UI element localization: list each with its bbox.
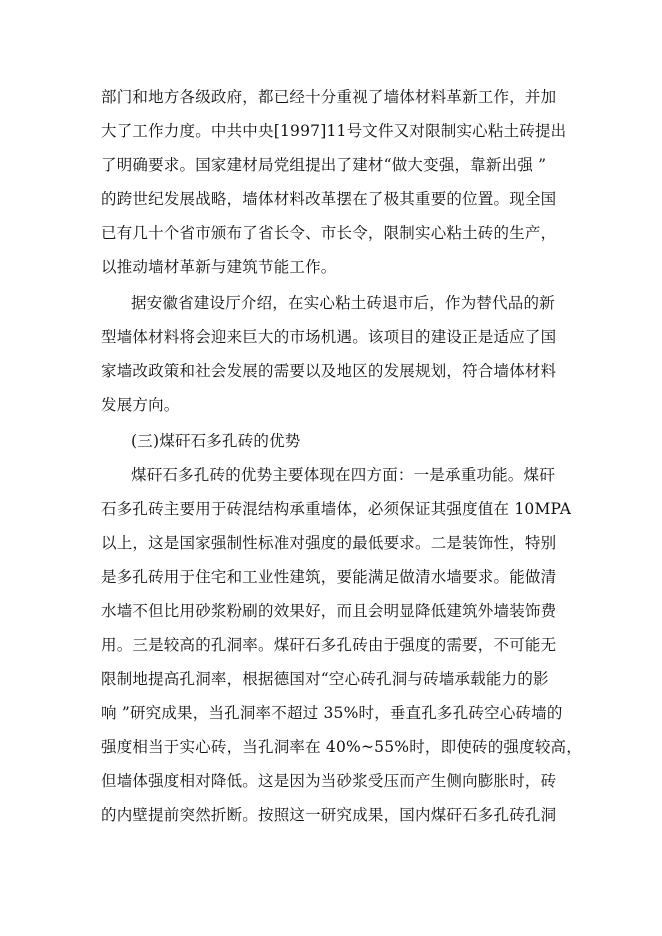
text-line: 的跨世纪发展战略，墙体材料改革摆在了极其重要的位置。现全国: [101, 190, 557, 208]
section-heading: (三)煤矸石多孔砖的优势: [131, 432, 301, 450]
text-line: 部门和地方各级政府，都已经十分重视了墙体材料革新工作，并加: [101, 88, 557, 106]
text-line: 以上，这是国家强制性标准对强度的最低要求。二是装饰性，特别: [101, 534, 557, 552]
text-line: 是多孔砖用于住宅和工业性建筑，要能满足做清水墙要求。能做清: [101, 568, 557, 586]
text-line: 水墙不但比用砂浆粉刷的效果好，而且会明显降低建筑外墙装饰费: [101, 602, 557, 620]
text-line: 大了工作力度。中共中央[1997]11号文件又对限制实心粘土砖提出: [101, 122, 567, 140]
text-line: 据安徽省建设厅介绍，在实心粘土砖退市后，作为替代品的新: [131, 294, 555, 312]
text-line: 用。三是较高的孔洞率。煤矸石多孔砖由于强度的需要，不可能无: [101, 636, 557, 654]
text-line: 煤矸石多孔砖的优势主要体现在四方面：一是承重功能。煤矸: [131, 466, 555, 484]
text-line: 了明确要求。国家建材局党组提出了建材“做大变强，靠新出强 ”: [101, 156, 547, 174]
text-line: 但墙体强度相对降低。这是因为当砂浆受压而产生侧向膨胀时，砖: [101, 772, 557, 790]
text-line: 强度相当于实心砖，当孔洞率在 40%~55%时，即使砖的强度较高，: [101, 738, 582, 756]
text-line: 发展方向。: [101, 396, 180, 414]
text-line: 以推动墙材革新与建筑节能工作。: [101, 258, 337, 276]
text-line: 家墙改政策和社会发展的需要以及地区的发展规划，符合墙体材料: [101, 362, 557, 380]
text-line: 的内壁提前突然折断。按照这一研究成果，国内煤矸石多孔砖孔洞: [101, 806, 557, 824]
text-line: 响 ”研究成果，当孔洞率不超过 35%时，垂直孔多孔砖空心砖墙的: [101, 704, 563, 722]
text-line: 限制地提高孔洞率，根据德国对“空心砖孔洞与砖墙承载能力的影: [101, 670, 549, 688]
text-line: 石多孔砖主要用于砖混结构承重墙体，必须保证其强度值在 10MPA: [101, 500, 572, 518]
text-line: 已有几十个省市颁布了省长令、市长令，限制实心粘土砖的生产，: [101, 224, 557, 242]
text-line: 型墙体材料将会迎来巨大的市场机遇。该项目的建设正是适应了国: [101, 328, 557, 346]
